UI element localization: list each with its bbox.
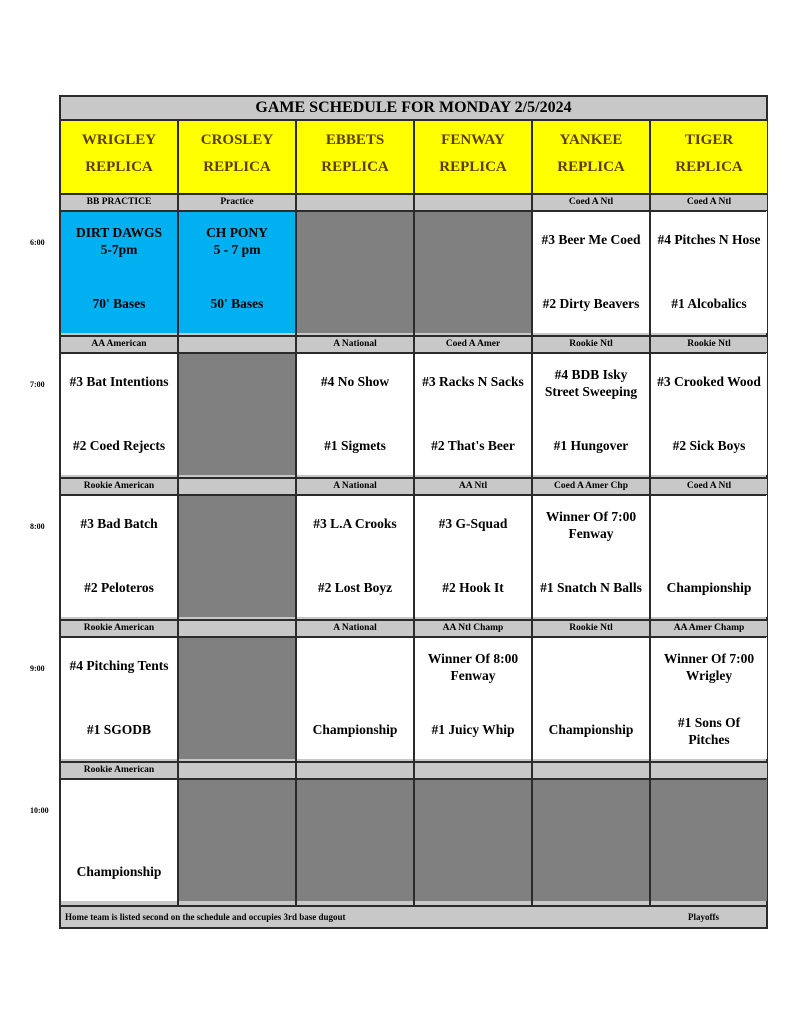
team-bottom: #2 Dirty Beavers xyxy=(542,296,640,311)
field-sub: REPLICA xyxy=(675,159,743,175)
division-label: Rookie Ntl xyxy=(533,621,649,636)
division-label xyxy=(179,337,295,352)
division-label: Rookie Ntl xyxy=(533,337,649,352)
team-top: #3 Bat Intentions xyxy=(69,374,169,389)
time-label: 9:00 xyxy=(30,664,45,673)
game-cell xyxy=(651,637,767,759)
field-name: WRIGLEY xyxy=(81,132,157,148)
team-bottom: #1 Snatch N Balls xyxy=(540,580,642,595)
game-cell xyxy=(651,211,767,333)
team-top: Winner Of 7:00 Wrigley xyxy=(663,651,755,683)
team-bottom: Championship xyxy=(666,580,752,595)
game-cell xyxy=(179,637,295,759)
division-label: Coed A Ntl xyxy=(651,479,767,494)
team-top: #3 L.A Crooks xyxy=(313,516,397,531)
row-divider xyxy=(61,193,766,195)
field-header-wrigley xyxy=(61,121,177,193)
team-top: CH PONY 5 - 7 pm xyxy=(206,225,268,257)
field-sub: REPLICA xyxy=(439,159,507,175)
game-cell xyxy=(415,637,531,759)
field-sub: REPLICA xyxy=(557,159,625,175)
division-label: Rookie American xyxy=(61,763,177,778)
game-cell xyxy=(61,495,177,617)
team-bottom: #2 Hook It xyxy=(442,580,504,595)
division-label xyxy=(179,479,295,494)
field-header-crosley xyxy=(179,121,295,193)
row-divider xyxy=(61,778,766,780)
division-label: AA American xyxy=(61,337,177,352)
row-divider xyxy=(61,494,766,496)
division-label: Coed A Ntl xyxy=(533,195,649,210)
division-label: Coed A Ntl xyxy=(651,195,767,210)
game-cell xyxy=(61,779,177,901)
field-name: FENWAY xyxy=(441,132,505,148)
footer-note: Home team is listed second on the schedule and occupies 3rd base dugout xyxy=(65,912,346,922)
game-cell xyxy=(61,637,177,759)
game-cell xyxy=(179,211,295,333)
team-bottom: #1 Sigmets xyxy=(324,438,386,453)
field-name: TIGER xyxy=(684,132,734,148)
team-top: #4 BDB Isky Street Sweeping xyxy=(544,367,638,399)
team-bottom: #2 Sick Boys xyxy=(672,438,746,453)
game-cell xyxy=(179,495,295,617)
game-cell xyxy=(533,211,649,333)
game-cell xyxy=(533,779,649,901)
team-bottom: #2 Peloteros xyxy=(84,580,154,595)
column-divider xyxy=(295,121,297,907)
division-label: Practice xyxy=(179,195,295,210)
field-name: YANKEE xyxy=(559,132,623,148)
game-cell xyxy=(651,779,767,901)
division-label: Coed A Amer xyxy=(415,337,531,352)
footer-playoffs: Playoffs xyxy=(688,912,719,922)
team-top: #3 Racks N Sacks xyxy=(422,374,524,389)
team-top: #3 Beer Me Coed xyxy=(541,232,641,247)
division-label: AA Ntl Champ xyxy=(415,621,531,636)
game-cell xyxy=(179,779,295,901)
team-bottom: Championship xyxy=(76,864,162,879)
game-cell xyxy=(415,211,531,333)
column-divider xyxy=(649,121,651,907)
division-label xyxy=(415,195,531,210)
field-header-tiger xyxy=(651,121,767,193)
division-label xyxy=(651,763,767,778)
row-divider xyxy=(61,905,766,907)
division-label: BB PRACTICE xyxy=(61,195,177,210)
column-divider xyxy=(531,121,533,907)
team-top: #3 Crooked Wood xyxy=(657,374,761,389)
time-label: 8:00 xyxy=(30,522,45,531)
field-sub: REPLICA xyxy=(203,159,271,175)
division-label: Rookie Ntl xyxy=(651,337,767,352)
division-label xyxy=(297,195,413,210)
game-cell xyxy=(297,211,413,333)
game-cell xyxy=(415,495,531,617)
division-label: A National xyxy=(297,337,413,352)
time-label: 7:00 xyxy=(30,380,45,389)
game-cell xyxy=(61,353,177,475)
team-bottom: #1 SGODB xyxy=(86,722,152,737)
team-top: #4 Pitching Tents xyxy=(69,658,169,673)
team-bottom: #2 That's Beer xyxy=(431,438,515,453)
team-bottom: #1 Juicy Whip xyxy=(431,722,515,737)
team-bottom: #1 Hungover xyxy=(553,438,629,453)
column-divider xyxy=(413,121,415,907)
game-cell xyxy=(297,495,413,617)
game-cell xyxy=(415,353,531,475)
time-label: 10:00 xyxy=(30,806,49,815)
team-bottom: #2 Coed Rejects xyxy=(72,438,166,453)
team-bottom: #1 Sons Of Pitches xyxy=(677,715,741,747)
team-top: Winner Of 7:00 Fenway xyxy=(545,509,637,541)
team-top: #4 Pitches N Hose xyxy=(657,232,761,247)
column-divider xyxy=(177,121,179,907)
division-label xyxy=(533,763,649,778)
game-cell xyxy=(179,353,295,475)
game-cell xyxy=(533,495,649,617)
game-cell xyxy=(297,353,413,475)
row-divider xyxy=(61,619,766,621)
game-cell xyxy=(533,637,649,759)
field-name: EBBETS xyxy=(325,132,385,148)
division-label: A National xyxy=(297,479,413,494)
division-label: Rookie American xyxy=(61,479,177,494)
row-divider xyxy=(61,636,766,638)
division-label xyxy=(179,763,295,778)
footer-bar xyxy=(61,907,766,927)
field-sub: REPLICA xyxy=(85,159,153,175)
division-label: AA Ntl xyxy=(415,479,531,494)
row-divider xyxy=(61,210,766,212)
field-name: CROSLEY xyxy=(200,132,274,148)
team-top: #3 Bad Batch xyxy=(80,516,158,531)
team-top: #4 No Show xyxy=(320,374,390,389)
division-label: A National xyxy=(297,621,413,636)
division-label xyxy=(297,763,413,778)
game-cell xyxy=(61,211,177,333)
team-bottom: Championship xyxy=(312,722,398,737)
schedule-sheet xyxy=(59,95,768,929)
team-top: #3 G-Squad xyxy=(438,516,508,531)
row-divider xyxy=(61,335,766,337)
game-cell xyxy=(651,495,767,617)
game-cell xyxy=(297,779,413,901)
field-header-yankee xyxy=(533,121,649,193)
game-cell xyxy=(533,353,649,475)
page-title: GAME SCHEDULE FOR MONDAY 2/5/2024 xyxy=(61,97,766,121)
team-bottom: #2 Lost Boyz xyxy=(317,580,393,595)
time-label: 6:00 xyxy=(30,238,45,247)
team-top: Winner Of 8:00 Fenway xyxy=(427,651,519,683)
row-divider xyxy=(61,352,766,354)
game-cell xyxy=(415,779,531,901)
team-bottom: Championship xyxy=(548,722,634,737)
team-top: DIRT DAWGS 5-7pm xyxy=(76,225,162,257)
team-bottom: 70' Bases xyxy=(92,296,146,311)
team-bottom: #1 Alcobalics xyxy=(671,296,747,311)
field-header-ebbets xyxy=(297,121,413,193)
division-label: Rookie American xyxy=(61,621,177,636)
team-bottom: 50' Bases xyxy=(210,296,264,311)
row-divider xyxy=(61,761,766,763)
field-sub: REPLICA xyxy=(321,159,389,175)
division-label xyxy=(179,621,295,636)
row-divider xyxy=(61,477,766,479)
division-label: Coed A Amer Chp xyxy=(533,479,649,494)
division-label xyxy=(415,763,531,778)
game-cell xyxy=(297,637,413,759)
division-label: AA Amer Champ xyxy=(651,621,767,636)
field-header-fenway xyxy=(415,121,531,193)
game-cell xyxy=(651,353,767,475)
